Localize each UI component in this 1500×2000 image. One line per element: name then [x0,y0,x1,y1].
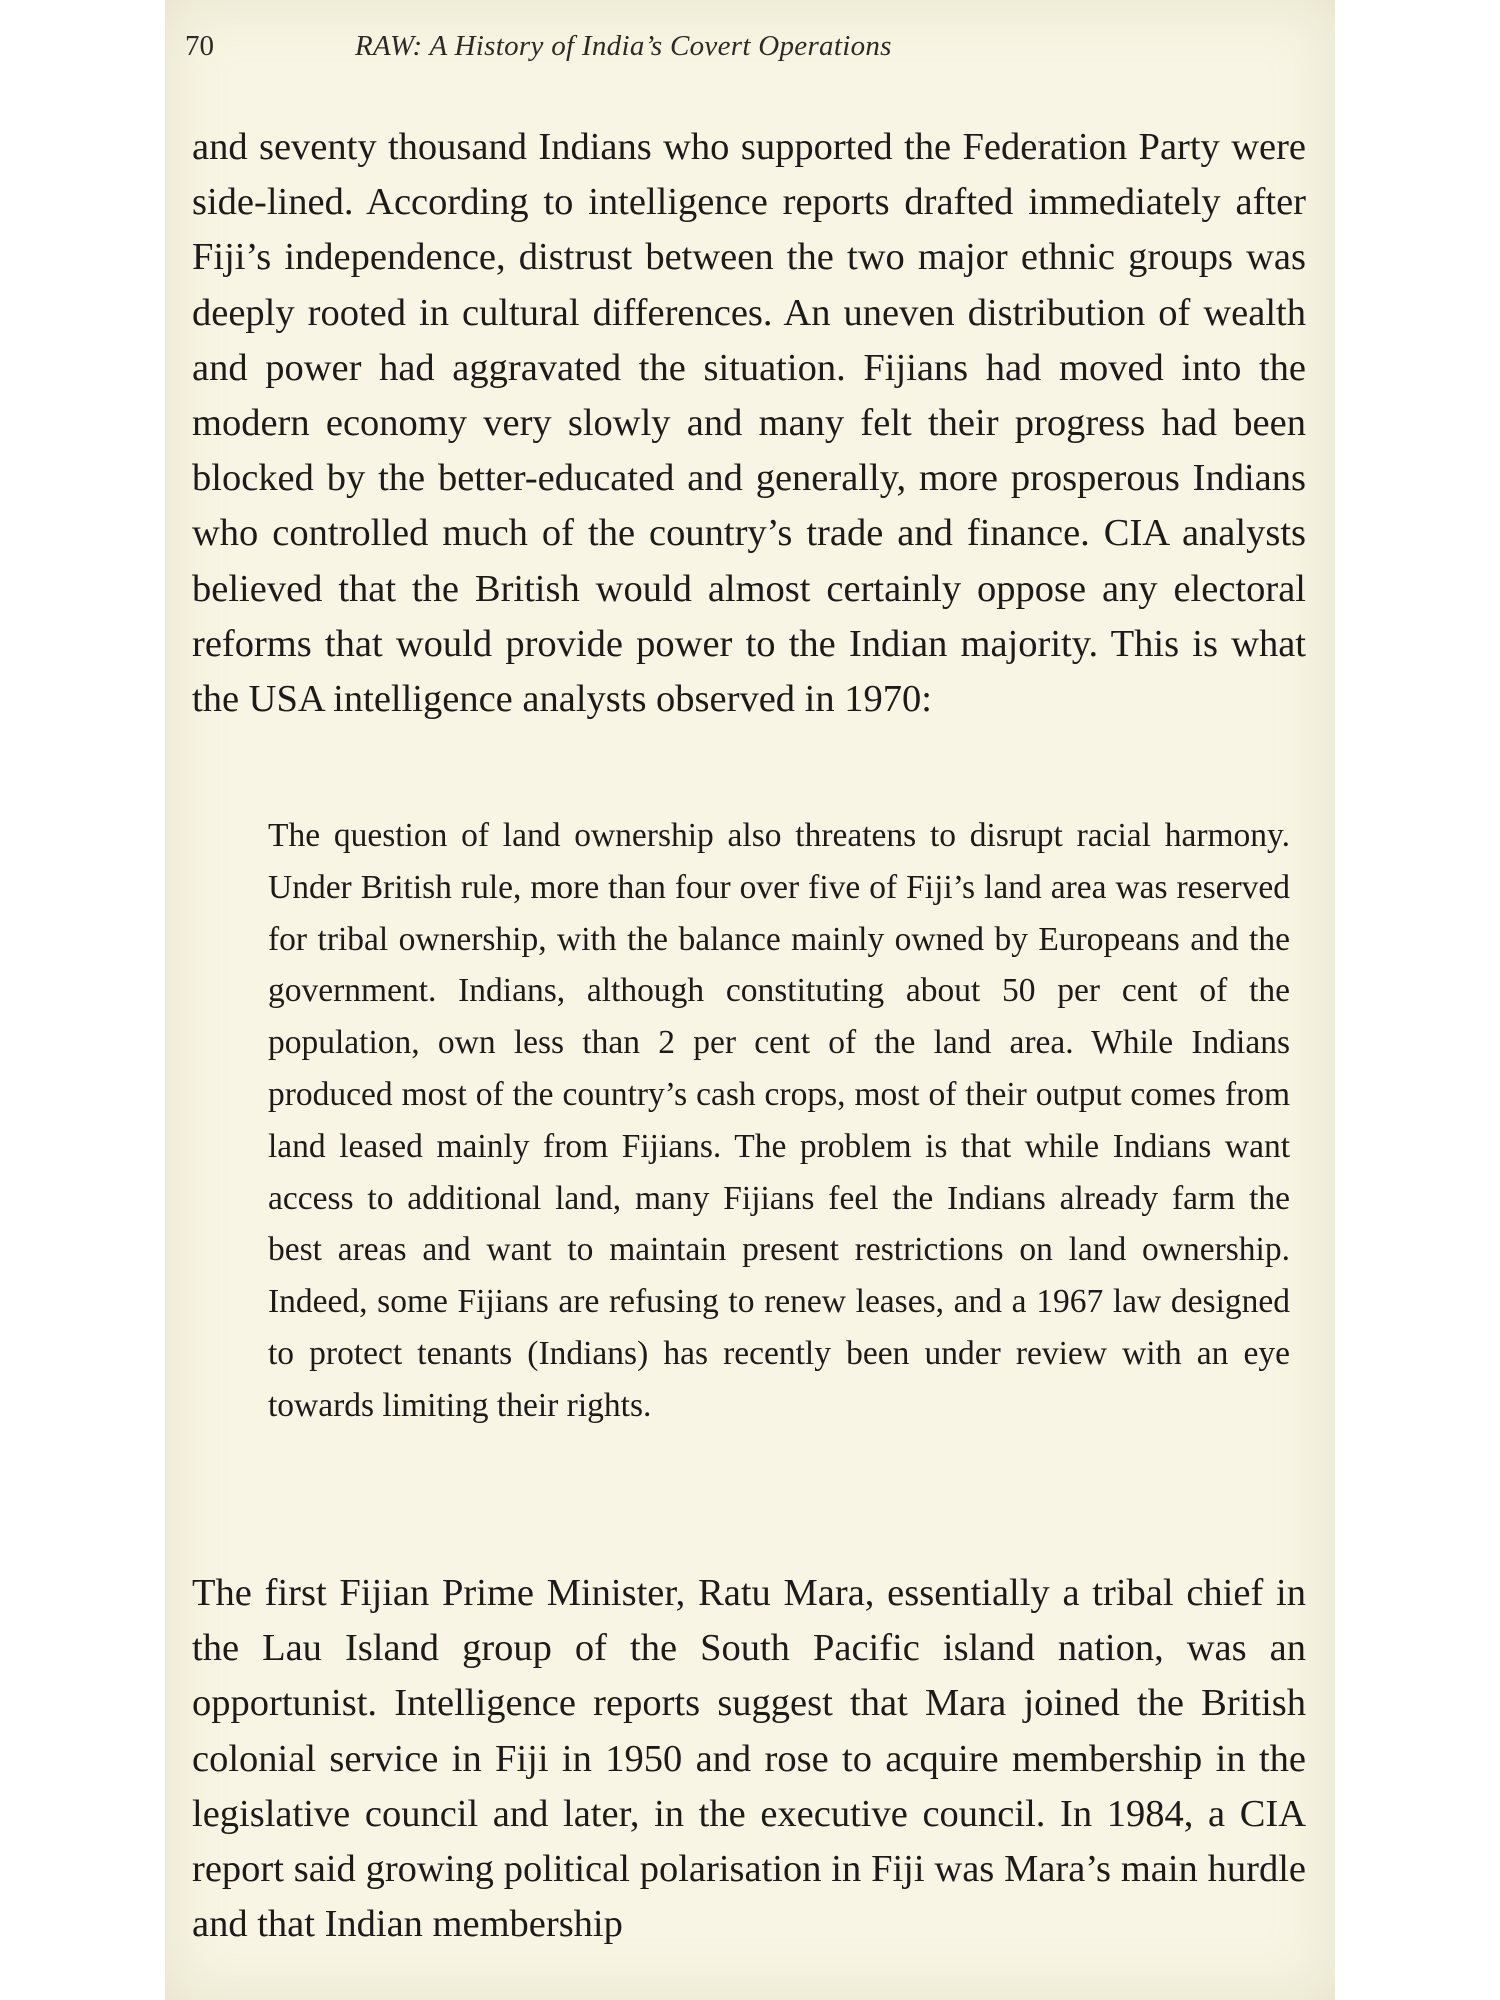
page-number: 70 [185,30,214,62]
running-header [185,30,1295,70]
block-quote: The question of land ownership also threatens to disrupt racial harmony. Under British rule, more than four over five of Fiji’s land area was reserved for tribal ownership, with the balance mainly owned by Europeans and the government. Indians, although constituting about 50 per cent of the population, own less than 2 per cent of the land area. While Indians produced most of the country’s cash crops, most of their output comes from land leased mainly from Fijians. The problem is that while Indians want access to additional land, many Fijians feel the Indians already farm the best areas and want to maintain present restrictions on land ownership. Indeed, some Fijians are refusing to renew leases, and a 1967 law designed to protect tenants (Indians) has recently been under review with an eye towards limiting their rights. [268,817,1290,1424]
body-paragraph: The first Fijian Prime Minister, Ratu Mara, essentially a tribal chief in the Lau Island group of the South Pacific island nation, was an opportunist. Intelligence reports suggest that Mara joined the British colonial service in Fiji in 1950 and rose to acquire membership in the legislative council and later, in the executive council. In 1984, a CIA report said growing political polarisation in Fiji was Mara’s main hurdle and that Indian membership [192,1572,1306,1946]
body-paragraph: and seventy thousand Indians who supported the Federation Party were side-lined. According to intelligence reports drafted immediately after Fiji’s independence, distrust between the two major ethnic groups was deeply rooted in cultural differences. An uneven distribution of wealth and power had aggravated the situation. Fijians had moved into the modern economy very slowly and many felt their progress had been blocked by the better-educated and generally, more prosperous Indians who controlled much of the country’s trade and finance. CIA analysts believed that the British would almost certainly oppose any electoral reforms that would provide power to the Indian majority. This is what the USA intelligence analysts observed in 1970: [192,126,1306,721]
running-title: RAW: A History of India’s Covert Operations [355,30,892,62]
book-page [165,0,1335,2000]
